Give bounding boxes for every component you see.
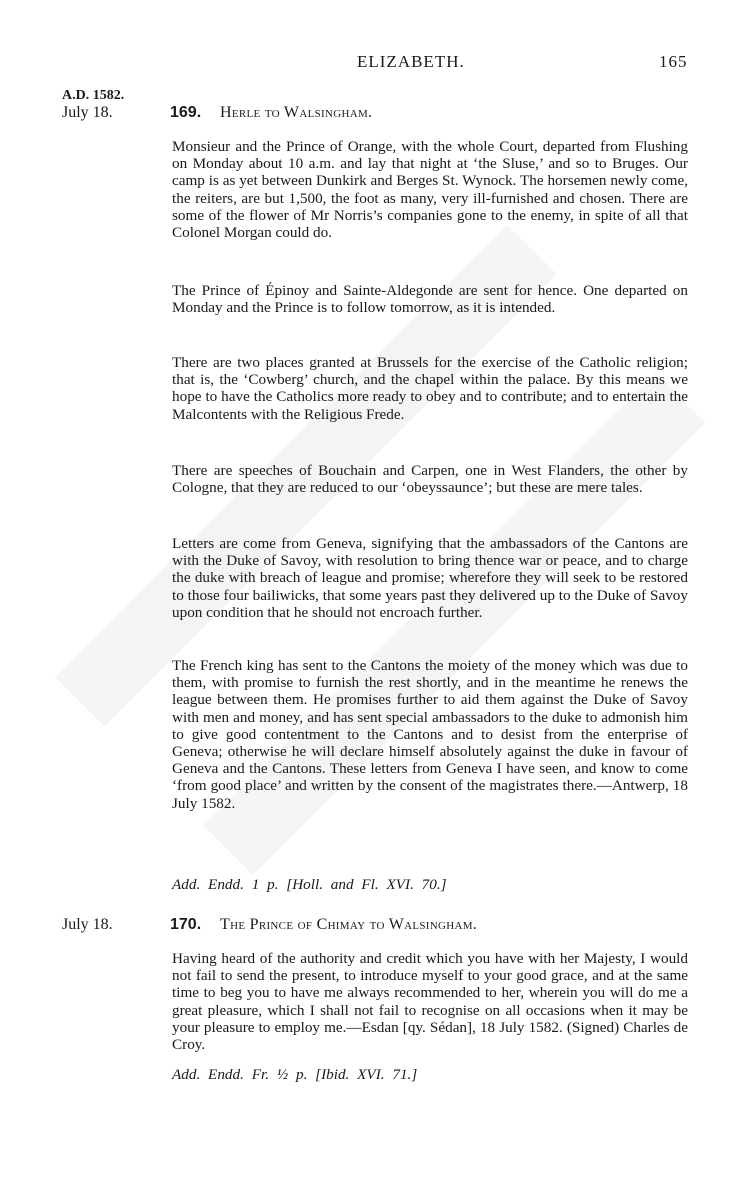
entry-169-paragraph-1: Monsieur and the Prince of Orange, with the whole Court, departed from Flushing on Monday about 10 a.m. and lay that night at ‘the Sluse,’ and so to Bruges. Our camp is as yet between Dunkirk and Berges St. Wynock. The horsemen newly come, the reiters, are but 1,500, the foot as many, very ill-furnished and chosen. There are some of the flower of Mr Norris’s companies gone to the enemy, in spite of all that Colonel Morgan could do. [172,138,688,242]
entry-number: 169. [170,104,202,121]
entry-169-endnote: Add. Endd. 1 p. [Holl. and Fl. XVI. 70.] [172,876,447,893]
entry-number: 170. [170,916,202,933]
entry-title: Herle to Walsingham. [220,104,373,121]
entry-169-paragraph-6: The French king has sent to the Cantons the moiety of the money which was due to them, with promise to furnish the rest shortly, and in the meantime he renews the league between them. He promises further to aid them against the Duke of Savoy with men and money, and has sent special ambassadors to the duke to admonish him to give good contentment to the Cantons and to desist from the enterprise of Geneva; otherwise he will declare himself absolutely against the duke in favour of Geneva and the Cantons. These letters from Geneva I have seen, and know to come ‘from good place’ and written by the consent of the magistrates there.—Antwerp, 18 July 1582. [172,657,688,812]
entry-title: The Prince of Chimay to Walsingham. [220,916,478,933]
entry-169-paragraph-3: There are two places granted at Brussels for the exercise of the Catholic religion; that is, the ‘Cowberg’ church, and the chapel within the palace. By this means we hope to have the Catholics more ready to obey and to contribute; and to entertain the Malcontents with the Religious Frede. [172,354,688,423]
entry-date: July 18. [62,916,113,933]
entry-170-endnote: Add. Endd. Fr. ½ p. [Ibid. XVI. 71.] [172,1066,418,1083]
entry-169-paragraph-5: Letters are come from Geneva, signifying that the ambassadors of the Cantons are with the Duke of Savoy, with resolution to bring thence war or peace, and to charge the duke with breach of league and promise; wherefore they will seek to be restored to those four bailiwicks, that some years past they delivered up to the Duke of Savoy upon condition that he should not encroach further. [172,535,688,621]
running-title: ELIZABETH. [357,52,465,71]
entry-169-paragraph-4: There are speeches of Bouchain and Carpen, one in West Flanders, the other by Cologne, that they are reduced to our ‘obeyssaunce’; but these are mere tales. [172,462,688,497]
page-number: 165 [659,52,688,71]
entry-170-paragraph-1: Having heard of the authority and credit which you have with her Majesty, I would not fail to send the present, to introduce myself to your good grace, and at the same time to beg you to have me always recommended to her, wherein you will do me a great pleasure, which I shall not fail to recognise on all occasions when it may be your pleasure to employ me.—Esdan [qy. Sédan], 18 July 1582. (Signed) Charles de Croy. [172,950,688,1054]
entry-169-paragraph-2: The Prince of Épinoy and Sainte-Aldegonde are sent for hence. One departed on Monday and the Prince is to follow tomorrow, as it is intended. [172,282,688,317]
year-label: A.D. 1582. [62,88,125,103]
entry-date: July 18. [62,104,113,121]
